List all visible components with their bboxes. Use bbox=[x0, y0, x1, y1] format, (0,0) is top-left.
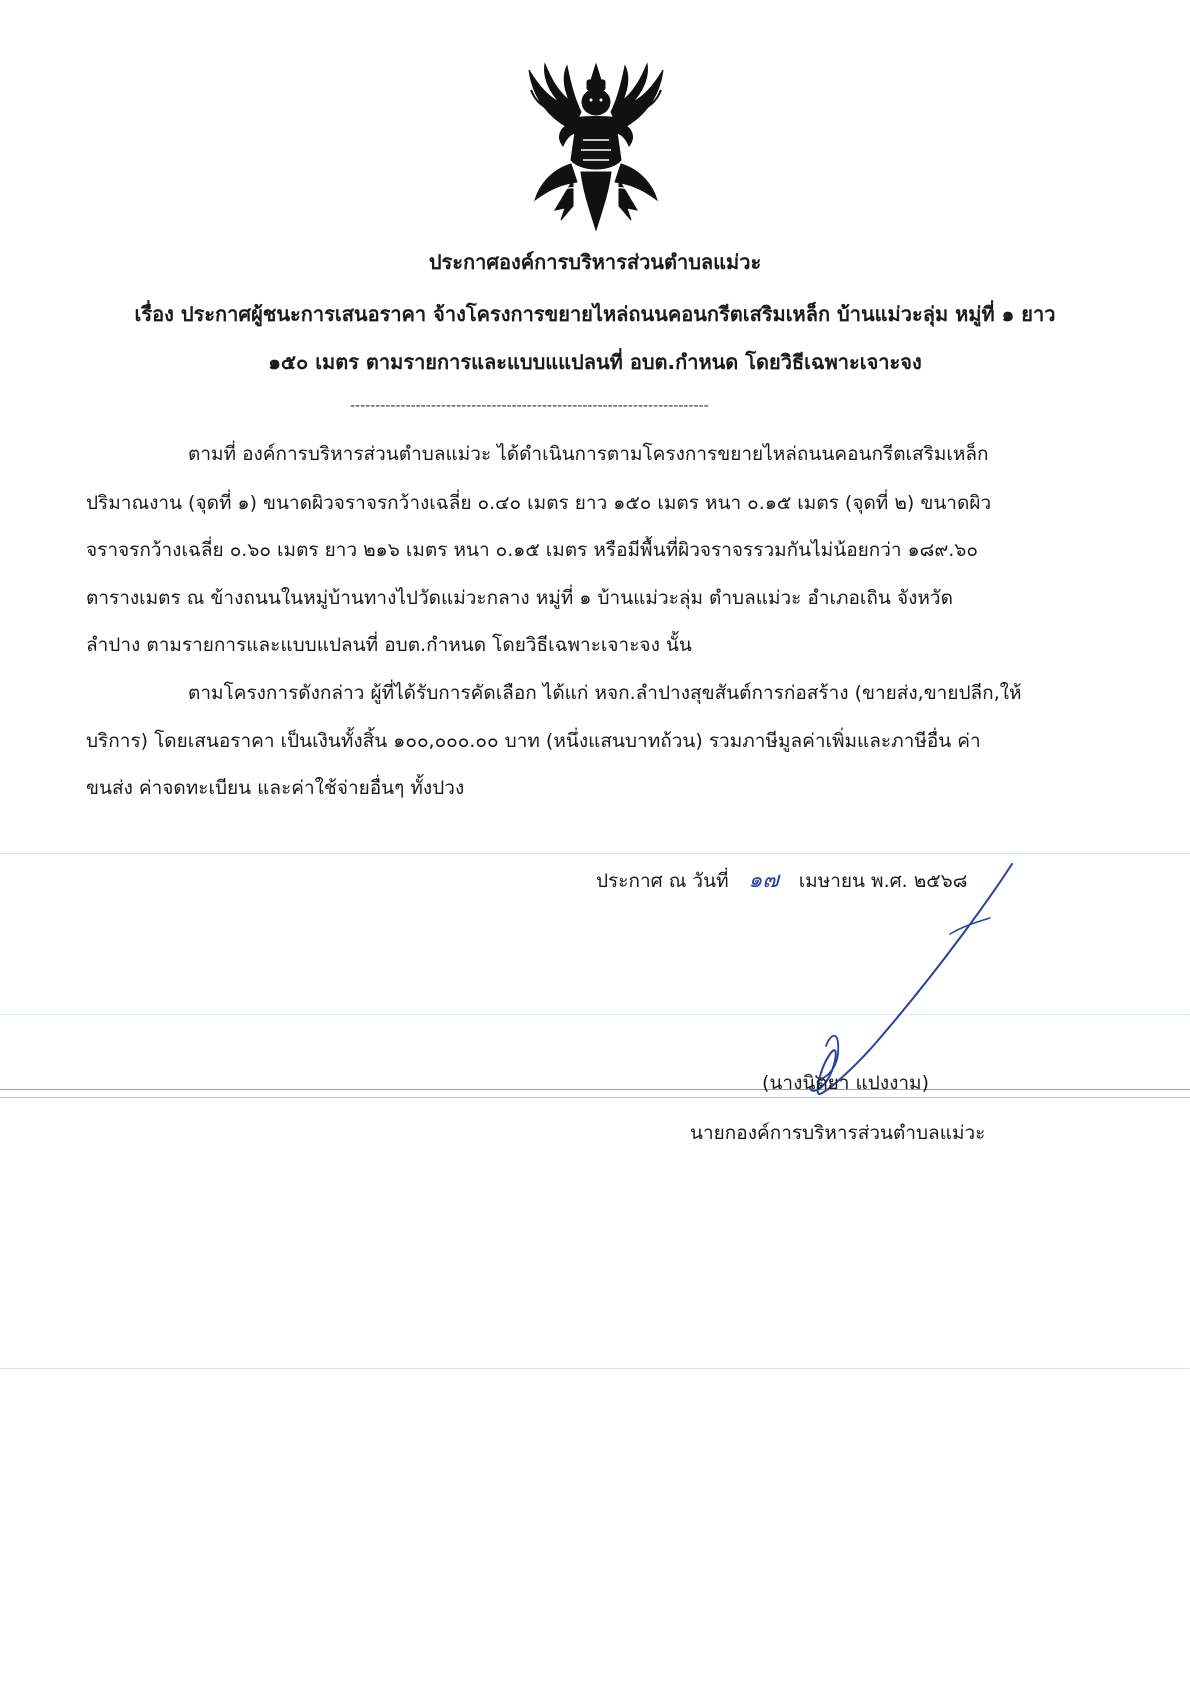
body-line: ปริมาณงาน (จุดที่ ๑) ขนาดผิวจราจรกว้างเฉลี่ย ๐.๔๐ เมตร ยาว ๑๕๐ เมตร หนา ๐.๑๕ เมตร (จุดที่ ๒) ขนาดผิว bbox=[86, 492, 992, 514]
announcement-subject: เรื่อง ประกาศผู้ชนะการเสนอราคา จ้างโครงการขยายไหล่ถนนคอนกรีตเสริมเหล็ก บ้านแม่วะลุ่ม หมู่ที่ ๑ ยาว bbox=[134, 302, 1056, 326]
body-line: ตามที่ องค์การบริหารส่วนตำบลแม่วะ ได้ดำเนินการตามโครงการขยายไหล่ถนนคอนกรีตเสริมเหล็ก bbox=[188, 443, 989, 465]
body-line: ตามโครงการดังกล่าว ผู้ที่ได้รับการคัดเลือก ได้แก่ หจก.ลำปางสุขสันต์การก่อสร้าง (ขายส่ง,ขายปลีก,ให้ bbox=[188, 682, 1022, 704]
garuda-emblem-icon bbox=[511, 60, 681, 235]
body-line: ขนส่ง ค่าจดทะเบียน และค่าใช้จ่ายอื่นๆ ทั้งปวง bbox=[86, 777, 465, 799]
body-line: ลำปาง ตามรายการและแบบแปลนที่ อบต.กำหนด โดยวิธีเฉพาะเจาะจง นั้น bbox=[86, 634, 692, 656]
date-day-handwritten: ๑๗ bbox=[748, 868, 779, 893]
date-prefix: ประกาศ ณ วันที่ bbox=[596, 870, 729, 892]
announcement-subject-continued: ๑๕๐ เมตร ตามรายการและแบบแแปลนที่ อบต.กำหนด โดยวิธีเฉพาะเจาะจง bbox=[268, 350, 922, 374]
date-suffix: เมษายน พ.ศ. ๒๕๖๘ bbox=[798, 870, 968, 892]
divider-line: ----------------------------------------------------------------------- bbox=[350, 398, 709, 414]
body-line: ตารางเมตร ณ ข้างถนนในหมู่บ้านทางไปวัดแม่วะกลาง หมู่ที่ ๑ บ้านแม่วะลุ่ม ตำบลแม่วะ อำเภอเถิน จังหวัด bbox=[86, 587, 953, 609]
scan-line bbox=[0, 853, 1190, 854]
body-line: บริการ) โดยเสนอราคา เป็นเงินทั้งสิ้น ๑๐๐,๐๐๐.๐๐ บาท (หนึ่งแสนบาทถ้วน) รวมภาษีมูลค่าเพิ่มและภาษีอื่น ค่า bbox=[86, 730, 981, 752]
scan-line bbox=[0, 1368, 1190, 1369]
signer-title: นายกองค์การบริหารส่วนตำบลแม่วะ bbox=[690, 1122, 986, 1144]
announcement-title: ประกาศองค์การบริหารส่วนตำบลแม่วะ bbox=[428, 250, 762, 274]
body-line: จราจรกว้างเฉลี่ย ๐.๖๐ เมตร ยาว ๒๑๖ เมตร หนา ๐.๑๕ เมตร หรือมีพื้นที่ผิวจราจรรวมกันไม่น้อยกว่า ๑๘๙.๖๐ bbox=[86, 539, 978, 561]
signer-name: (นางนิตยา แปงงาม) bbox=[762, 1072, 929, 1094]
